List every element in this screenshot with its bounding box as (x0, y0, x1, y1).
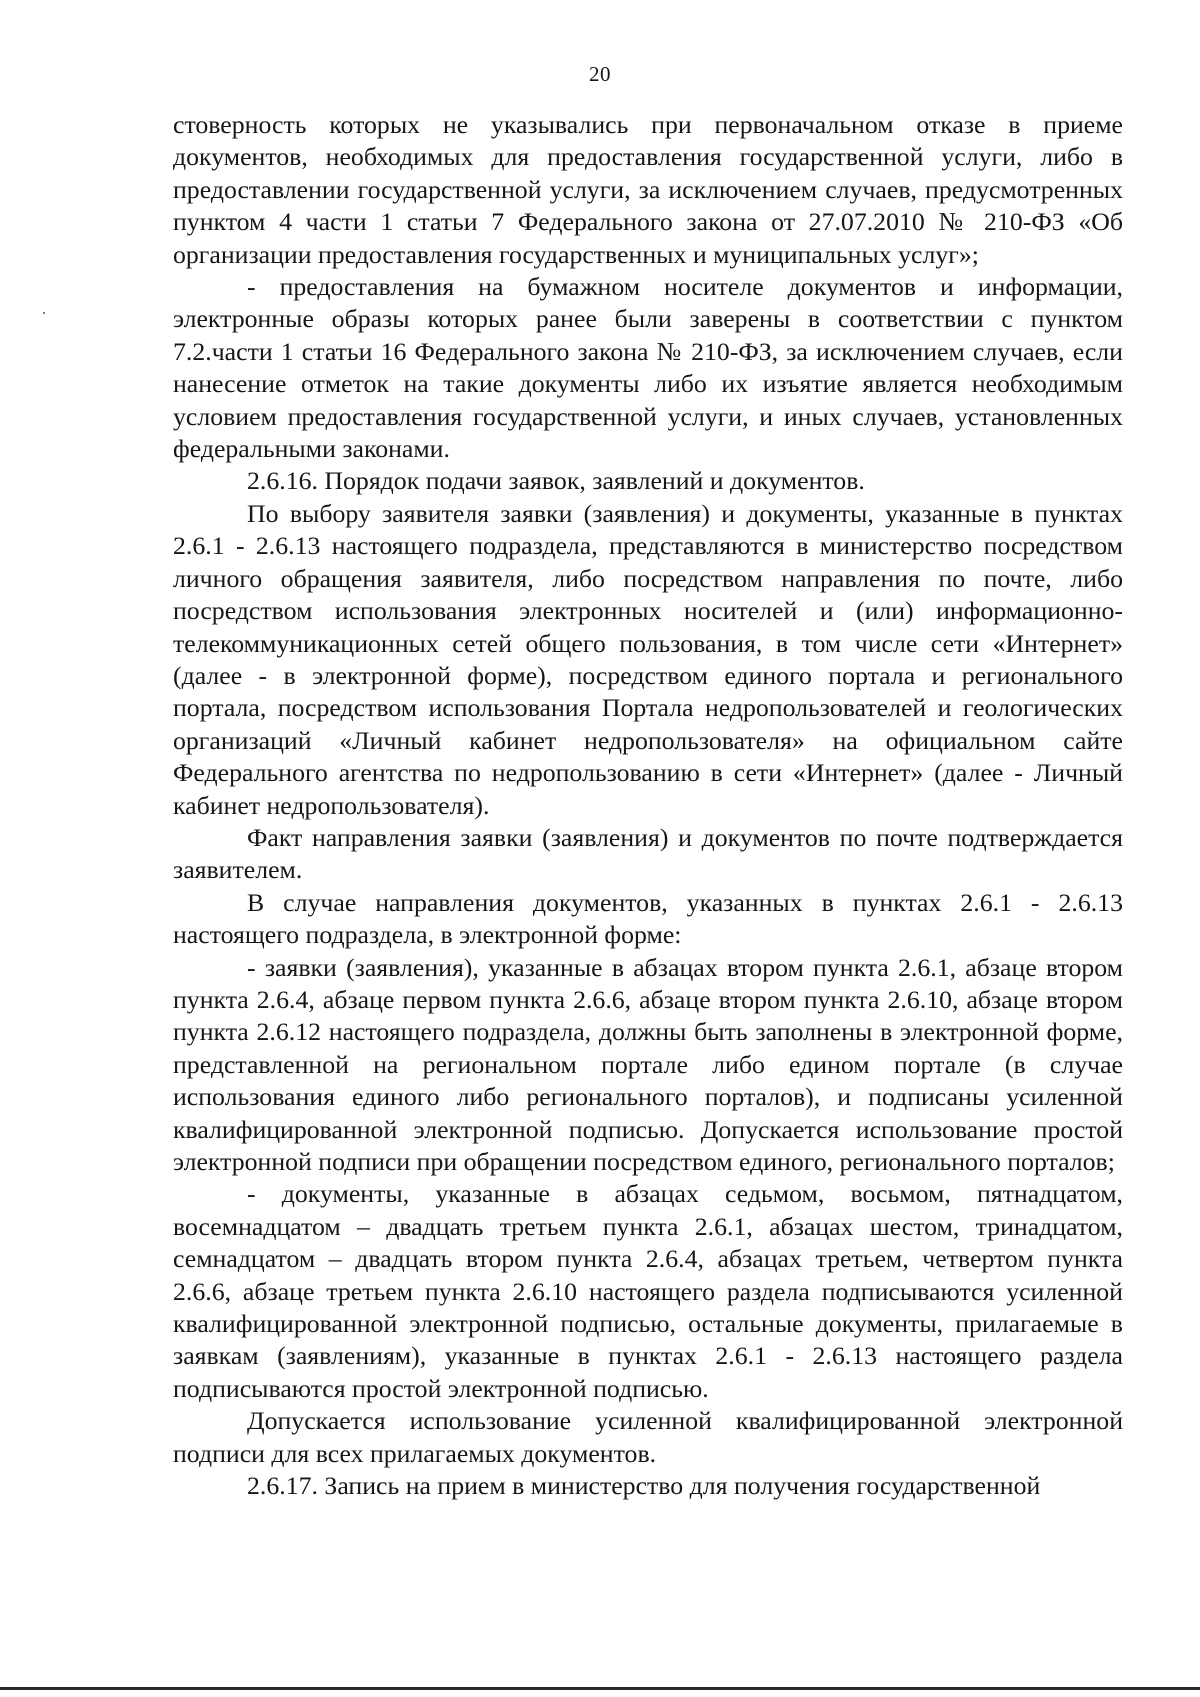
paragraph-applications-signature: - заявки (заявления), указанные в абзацах втором пункта 2.6.1, абзаце втором пункта 2.6.4, абзаце первом пункта 2.6.6, абзаце втором пункта 2.6.10, абзаце втором пункта 2.6.12 настоящего подраздела, должны быть заполнены в электронной форме, представленной на региональном портале либо едином портале (в случае использования единого либо регионального порталов), и подписаны усиленной квалифицированной электронной подписью. Допускается использование простой электронной подписи при обращении посредством единого, регионального порталов; (173, 952, 1123, 1176)
paragraph-submission-methods: По выбору заявителя заявки (заявления) и документы, указанные в пунктах 2.6.1 - 2.6.13 настоящего подраздела, представляются в министерство посредством личного обращения заявителя, либо посредством направления по почте, либо посредством использования электронных носителей и (или) информационно-телекоммуникационных сетей общего пользования, в том числе сети «Интернет» (далее - в электронной форме), посредством единого портала и регионального портала, посредством использования Портала недропользователей и геологических организаций «Личный кабинет недропользователя» на официальном сайте Федерального агентства по недропользованию в сети «Интернет» (далее - Личный кабинет недропользователя). (173, 498, 1123, 820)
document-body (173, 109, 1123, 1502)
paragraph-enhanced-signature: Допускается использование усиленной квалифицированной электронной подписи для всех прилагаемых документов. (173, 1406, 1123, 1468)
paragraph-paper-documents: - предоставления на бумажном носителе документов и информации, электронные образы которых ранее были заверены в соответствии с пунктом 7.2.части 1 статьи 16 Федерального закона № 210-ФЗ, за исключением случаев, если нанесение отметок на такие документы либо их изъятие является необходимым условием предоставления государственной услуги, и иных случаев, установленных федеральными законами. (173, 272, 1123, 464)
paragraph-electronic-form: В случае направления документов, указанных в пунктах 2.6.1 - 2.6.13 настоящего подраздела, в электронной форме: (173, 887, 1123, 950)
scan-speck (43, 312, 45, 314)
paragraph-documents-signature: - документы, указанные в абзацах седьмом, восьмом, пятнадцатом, восемнадцатом – двадцать третьем пункта 2.6.1, абзацах шестом, тринадцатом, семнадцатом – двадцать втором пункта 2.6.4, абзацах третьем, четвертом пункта 2.6.6, абзаце третьем пункта 2.6.10 настоящего раздела подписываются усиленной квалифицированной электронной подписью, остальные документы, прилагаемые в заявкам (заявлениям), указанные в пунктах 2.6.1 - 2.6.13 настоящего раздела подписываются простой электронной подписью. (173, 1179, 1123, 1403)
paragraph-continuation: стоверность которых не указывались при первоначальном отказе в приеме документов, необходимых для предоставления государственной услуги, либо в предоставлении государственной услуги, за исключением случаев, предусмотренных пунктом 4 части 1 статьи 7 Федерального закона от 27.07.2010 № 210-ФЗ «Об организации предоставления государственных и муниципальных услуг»; (173, 110, 1123, 269)
page-number: 20 (589, 62, 611, 86)
bottom-scan-edge (0, 1687, 1200, 1690)
paragraph-postal-confirmation: Факт направления заявки (заявления) и документов по почте подтверждается заявителем. (173, 822, 1123, 885)
section-heading-2-6-16: 2.6.16. Порядок подачи заявок, заявлений и документов. (247, 466, 865, 496)
section-heading-2-6-17: 2.6.17. Запись на прием в министерство для получения государственной (247, 1471, 1041, 1501)
